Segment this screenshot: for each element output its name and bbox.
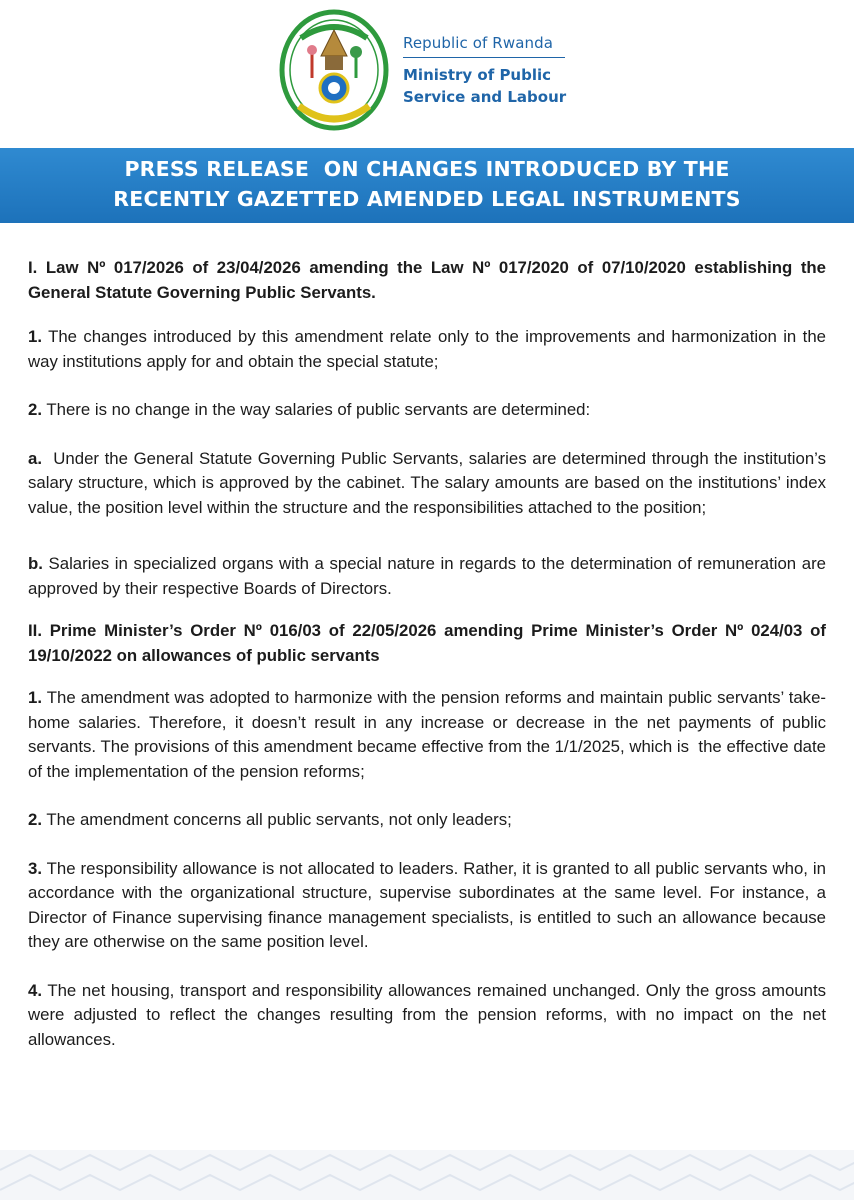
section-heading: I. Law Nº 017/2026 of 23/04/2026 amending the Law Nº 017/2020 of 07/10/2020 establishing the General Statute Governing Public Servants. <box>28 258 826 302</box>
paragraph <box>28 857 826 955</box>
paragraph-text: The net housing, transport and responsibility allowances remained unchanged. Only the gross amounts were adjusted to reflect the changes resulting from the pension reforms, with no impact on the net allowances. <box>28 980 826 1049</box>
footer-pattern <box>0 1150 854 1200</box>
woven-pattern-icon <box>0 1150 854 1200</box>
republic-label: Republic of Rwanda <box>403 34 554 52</box>
paragraph <box>28 447 831 521</box>
item-letter: b. <box>28 554 43 573</box>
paragraph-text: The changes introduced by this amendment relate only to the improvements and harmonization in the way institutions apply for and obtain the special statute; <box>28 327 826 371</box>
divider <box>403 57 565 58</box>
paragraph-text: There is no change in the way salaries of public servants are determined: <box>42 400 591 419</box>
paragraph <box>28 808 826 833</box>
paragraph <box>28 979 826 1053</box>
item-number: 3. <box>28 858 42 878</box>
paragraph-text: The amendment concerns all public servants, not only leaders; <box>42 810 512 829</box>
coat-of-arms-icon <box>279 8 389 132</box>
item-number: 2. <box>28 810 42 829</box>
item-number: 4. <box>28 980 42 1000</box>
ministry-block <box>403 34 566 108</box>
item-number: 1. <box>28 688 42 707</box>
item-letter: a. <box>28 448 42 468</box>
letterhead <box>0 0 854 148</box>
press-release-title-banner <box>0 148 854 223</box>
paragraph <box>28 325 826 374</box>
paragraph-text: The responsibility allowance is not allocated to leaders. Rather, it is granted to all public servants who, in accordance with the organizational structure, supervise subordinates at the same level. For instance, a Director of Finance supervising finance management specialists, is entitled to such an allowance because they are otherwise on the same position level. <box>28 858 826 951</box>
section-heading: II. Prime Minister’s Order Nº 016/03 of 22/05/2026 amending Prime Minister’s Order Nº 024/03 of 19/10/2022 on allowances of public servants <box>28 621 826 665</box>
ministry-name-line2: Service and Labour <box>403 88 567 106</box>
item-number: 2. <box>28 400 42 419</box>
paragraph-text: Salaries in specialized organs with a special nature in regards to the determination of remuneration are approved by their respective Boards of Directors. <box>28 554 826 598</box>
paragraph-text: Under the General Statute Governing Public Servants, salaries are determined through the institution’s salary structure, which is approved by the cabinet. The salary amounts are based on the institutions’ index value, the position level within the structure and the responsibilities attached to the position; <box>28 448 831 517</box>
title-line-1: PRESS RELEASE ON CHANGES INTRODUCED BY THE <box>124 157 730 181</box>
press-release-body <box>28 256 831 1052</box>
paragraph <box>28 398 826 423</box>
paragraph <box>28 686 831 784</box>
paragraph <box>28 552 826 601</box>
title-line-2: RECENTLY GAZETTED AMENDED LEGAL INSTRUMENTS <box>113 187 741 211</box>
item-number: 1. <box>28 327 42 346</box>
ministry-name-line1: Ministry of Public <box>403 66 552 84</box>
paragraph-text: The amendment was adopted to harmonize with the pension reforms and maintain public servants’ take-home salaries. Therefore, it doesn’t result in any increase or decrease in the net payments of public servants. The provisions of this amendment became effective from the 1/1/2025, which is the effective date of the implementation of the pension reforms; <box>28 688 831 781</box>
